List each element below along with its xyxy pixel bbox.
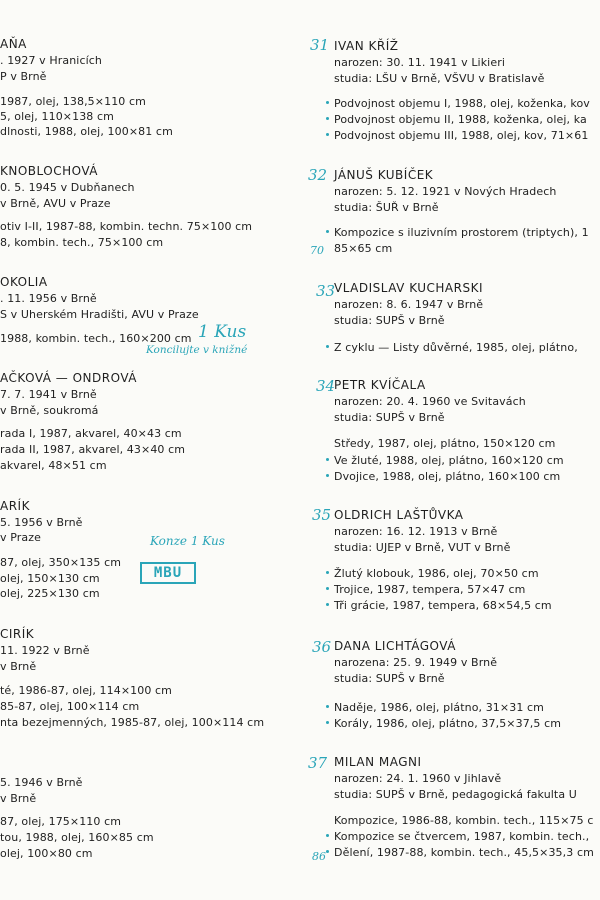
bullet-mark: [326, 571, 329, 574]
artist-name: ARÍK: [0, 499, 30, 513]
handwritten-note: 1 Kus: [198, 322, 247, 342]
entry-number: 31: [310, 36, 330, 54]
artist-studies: S v Uherském Hradišti, AVU v Praze: [0, 308, 199, 321]
artist-name: AČKOVÁ — ONDROVÁ: [0, 371, 137, 385]
bullet-mark: [326, 721, 329, 724]
work-item: té, 1986-87, olej, 114×100 cm: [0, 684, 172, 697]
entry-number: 32: [308, 166, 328, 184]
artist-name: CIRÍK: [0, 627, 35, 641]
bullet-mark: [326, 587, 329, 590]
bullet-mark: [326, 834, 329, 837]
artist-studies: v Brně: [0, 660, 37, 673]
work-item: otiv I-II, 1987-88, kombin. techn. 75×100 cm: [0, 220, 253, 233]
entry-number: 36: [312, 638, 332, 656]
work-item: Kompozice s iluzivním prostorem (triptych), 1: [334, 226, 589, 239]
work-item: Trojice, 1987, tempera, 57×47 cm: [334, 583, 526, 596]
bullet-mark: [326, 101, 329, 104]
work-item: olej, 100×80 cm: [0, 847, 93, 860]
artist-name: IVAN KŘÍŽ: [334, 39, 399, 53]
entry-number: 33: [316, 282, 336, 300]
artist-studies: studia: UJEP v Brně, VUT v Brně: [334, 541, 511, 554]
artist-born: . 1927 v Hranicích: [0, 54, 102, 67]
work-item: Podvojnost objemu I, 1988, olej, koženka, kov: [334, 97, 590, 110]
artist-studies: v Brně: [0, 792, 37, 805]
artist-studies: v Praze: [0, 531, 41, 544]
artist-name: VLADISLAV KUCHARSKI: [334, 281, 484, 295]
artist-studies: studia: ŠUŘ v Brně: [334, 201, 439, 214]
artist-born: narozen: 20. 4. 1960 ve Svitavách: [334, 395, 526, 408]
artist-name: PETR KVÍČALA: [334, 378, 426, 392]
bullet-mark: [326, 230, 329, 233]
artist-name: OKOLIA: [0, 275, 48, 289]
bullet-mark: [326, 133, 329, 136]
work-item: olej, 150×130 cm: [0, 572, 100, 585]
artist-born: 7. 7. 1941 v Brně: [0, 388, 97, 401]
handwritten-mark: 86: [312, 850, 326, 863]
work-item: 5, olej, 110×138 cm: [0, 110, 114, 123]
work-item: Korály, 1986, olej, plátno, 37,5×37,5 cm: [334, 717, 562, 730]
work-item: 87, olej, 175×110 cm: [0, 815, 122, 828]
artist-born: narozen: 30. 11. 1941 v Likieri: [334, 56, 505, 69]
entry-number: 37: [308, 754, 328, 772]
artist-born: 5. 1956 v Brně: [0, 516, 83, 529]
work-item: Podvojnost objemu III, 1988, olej, kov, 71×61: [334, 129, 589, 142]
artist-name: OLDRICH LAŠTŮVKA: [334, 508, 464, 522]
bullet-mark: [326, 117, 329, 120]
work-item: Podvojnost objemu II, 1988, koženka, olej, ka: [334, 113, 587, 126]
work-item: rada II, 1987, akvarel, 43×40 cm: [0, 443, 186, 456]
work-item: 1987, olej, 138,5×110 cm: [0, 95, 146, 108]
work-item: 8, kombin. tech., 75×100 cm: [0, 236, 164, 249]
artist-name: KNOBLOCHOVÁ: [0, 164, 99, 178]
bullet-mark: [326, 345, 329, 348]
artist-studies: studia: SUPŠ v Brně, pedagogická fakulta U: [334, 788, 577, 801]
artist-name: JÁNUŠ KUBÍČEK: [334, 168, 434, 182]
work-item: 1988, kombin. tech., 160×200 cm: [0, 332, 192, 345]
work-item: akvarel, 48×51 cm: [0, 459, 107, 472]
artist-studies: P v Brně: [0, 70, 47, 83]
artist-born: 0. 5. 1945 v Dubňanech: [0, 181, 135, 194]
work-item: Tři grácie, 1987, tempera, 68×54,5 cm: [334, 599, 552, 612]
artist-born: narozen: 16. 12. 1913 v Brně: [334, 525, 498, 538]
work-item: rada I, 1987, akvarel, 40×43 cm: [0, 427, 182, 440]
work-item: Naděje, 1986, olej, plátno, 31×31 cm: [334, 701, 544, 714]
handwritten-note: Konze 1 Kus: [150, 534, 225, 548]
work-item: 85-87, olej, 100×114 cm: [0, 700, 140, 713]
bullet-mark: [326, 458, 329, 461]
work-item: dlnosti, 1988, olej, 100×81 cm: [0, 125, 173, 138]
artist-studies: v Brně, AVU v Praze: [0, 197, 111, 210]
artist-studies: studia: SUPŠ v Brně: [334, 411, 445, 424]
artist-born: 11. 1922 v Brně: [0, 644, 90, 657]
work-item: Kompozice se čtvercem, 1987, kombin. tech.,: [334, 830, 590, 843]
artist-studies: studia: SUPŠ v Brně: [334, 672, 445, 685]
work-item: Z cyklu — Listy důvěrné, 1985, olej, plátno,: [334, 341, 578, 354]
work-item: Dělení, 1987-88, kombin. tech., 45,5×35,3 cm: [334, 846, 594, 859]
artist-name: DANA LICHTÁGOVÁ: [334, 639, 456, 653]
bullet-mark: [326, 705, 329, 708]
work-item: Ve žluté, 1988, olej, plátno, 160×120 cm: [334, 454, 564, 467]
artist-born: 5. 1946 v Brně: [0, 776, 83, 789]
work-item: tou, 1988, olej, 160×85 cm: [0, 831, 154, 844]
artist-name: AŇA: [0, 37, 27, 51]
work-item: Středy, 1987, olej, plátno, 150×120 cm: [334, 437, 556, 450]
stamp: MBU: [140, 562, 196, 584]
artist-born: narozen: 5. 12. 1921 v Nových Hradech: [334, 185, 557, 198]
work-item: Žlutý klobouk, 1986, olej, 70×50 cm: [334, 567, 539, 580]
work-item: olej, 225×130 cm: [0, 587, 100, 600]
work-item: 87, olej, 350×135 cm: [0, 556, 122, 569]
artist-born: . 11. 1956 v Brně: [0, 292, 97, 305]
work-item: Kompozice, 1986-88, kombin. tech., 115×75 c: [334, 814, 594, 827]
artist-name: MILAN MAGNI: [334, 755, 422, 769]
bullet-mark: [326, 474, 329, 477]
bullet-mark: [326, 603, 329, 606]
entry-number: 34: [316, 377, 336, 395]
work-item: nta bezejmenných, 1985-87, olej, 100×114 cm: [0, 716, 265, 729]
work-item: 85×65 cm: [334, 242, 393, 255]
artist-studies: studia: LŠU v Brně, VŠVU v Bratislavě: [334, 72, 545, 85]
handwritten-mark: 70: [310, 244, 324, 257]
artist-studies: v Brně, soukromá: [0, 404, 99, 417]
artist-born: narozena: 25. 9. 1949 v Brně: [334, 656, 498, 669]
artist-studies: studia: SUPŠ v Brně: [334, 314, 445, 327]
work-item: Dvojice, 1988, olej, plátno, 160×100 cm: [334, 470, 561, 483]
handwritten-note: Koncilujte v knižné: [146, 344, 248, 356]
artist-born: narozen: 8. 6. 1947 v Brně: [334, 298, 484, 311]
bullet-mark: [326, 850, 329, 853]
entry-number: 35: [312, 506, 332, 524]
artist-born: narozen: 24. 1. 1960 v Jihlavě: [334, 772, 502, 785]
